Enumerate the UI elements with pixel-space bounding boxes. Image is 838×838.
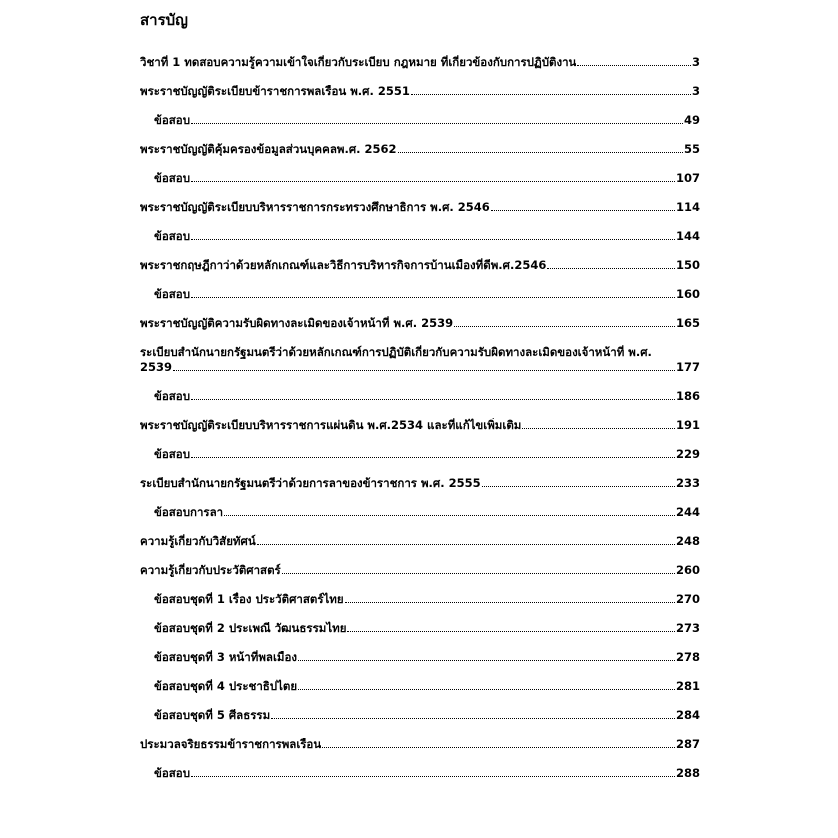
- toc-entry: [140, 461, 700, 490]
- toc-entry-text: พระราชบัญญัติระเบียบบริหารราชการกระทรวงศึกษาธิการ พ.ศ. 2546: [140, 200, 490, 214]
- toc-entry: [140, 127, 700, 156]
- toc-subentry: [140, 635, 700, 664]
- toc-entry-text: ระเบียบสำนักนายกรัฐมนตรีว่าด้วยการลาของข้าราชการ พ.ศ. 2555: [140, 476, 481, 490]
- toc-subentry: [140, 374, 700, 403]
- toc-entry-page: 49: [683, 113, 700, 127]
- dot-leader: [522, 428, 675, 429]
- dot-leader: [322, 747, 675, 748]
- toc-entry-text: ข้อสอบ: [154, 229, 190, 243]
- dot-leader: [173, 370, 675, 371]
- toc-subentry: [140, 606, 700, 635]
- toc-entry: [140, 185, 700, 214]
- dot-leader: [577, 65, 691, 66]
- toc-subentry: [140, 98, 700, 127]
- toc-entry: [140, 519, 700, 548]
- toc-entry-page: 165: [675, 316, 700, 330]
- toc-subentry: [140, 693, 700, 722]
- toc-entry: [140, 243, 700, 272]
- dot-leader: [345, 602, 675, 603]
- toc-entry-page: 270: [675, 592, 700, 606]
- dot-leader: [298, 660, 675, 661]
- toc-entry-page: 191: [675, 418, 700, 432]
- dot-leader: [482, 486, 675, 487]
- toc-entry-text: ข้อสอบการลา: [154, 505, 224, 519]
- toc-subentry: [140, 664, 700, 693]
- toc-entry-page: 233: [675, 476, 700, 490]
- dot-leader: [191, 297, 675, 298]
- dot-leader: [282, 573, 675, 574]
- toc-entry: [140, 403, 700, 432]
- dot-leader: [454, 326, 675, 327]
- toc-entry-text: พระราชบัญญัติความรับผิดทางละเมิดของเจ้าหน้าที่ พ.ศ. 2539: [140, 316, 454, 330]
- dot-leader: [191, 181, 675, 182]
- toc-entry-page: 114: [675, 200, 700, 214]
- toc-entry-text: วิชาที่ 1 ทดสอบความรู้ความเข้าใจเกี่ยวกับระเบียบ กฎหมาย ที่เกี่ยวข้องกับการปฏิบัติงาน: [140, 55, 577, 69]
- toc-subentry: [140, 432, 700, 461]
- toc-title: สารบัญ: [140, 11, 188, 29]
- toc-entry-page: 260: [675, 563, 700, 577]
- toc-entry-text: ประมวลจริยธรรมข้าราชการพลเรือน: [140, 737, 322, 751]
- dot-leader: [191, 457, 675, 458]
- toc-subentry: [140, 156, 700, 185]
- toc-subentry: [140, 490, 700, 519]
- toc-entry-page: 186: [675, 389, 700, 403]
- toc-entry-page: 144: [675, 229, 700, 243]
- toc-entry-page: 150: [675, 258, 700, 272]
- toc-entry-text: ข้อสอบชุดที่ 3 หน้าที่พลเมือง: [154, 650, 297, 664]
- toc-entry-text: พระราชบัญญัติระเบียบข้าราชการพลเรือน พ.ศ. 2551: [140, 84, 410, 98]
- toc-entry-page: 248: [675, 534, 700, 548]
- toc-entry-page: 288: [675, 766, 700, 780]
- toc-entry-page: 55: [683, 142, 700, 156]
- toc-entry-page: 177: [675, 360, 700, 374]
- toc-entry-text: ข้อสอบ: [154, 113, 190, 127]
- toc-entry-page: 287: [675, 737, 700, 751]
- dot-leader: [271, 718, 675, 719]
- toc-entry: [140, 330, 700, 374]
- toc-entry-text: ข้อสอบ: [154, 389, 190, 403]
- toc-entry-page: 244: [675, 505, 700, 519]
- toc-entry: [140, 722, 700, 751]
- toc-entry-text: พระราชบัญญัติระเบียบบริหารราชการแผ่นดิน พ.ศ.2534 และที่แก้ไขเพิ่มเติม: [140, 418, 522, 432]
- toc-entry-page: 107: [675, 171, 700, 185]
- toc-entry-continuation: [140, 360, 700, 374]
- toc-entry: [140, 548, 700, 577]
- toc-entry-text: ความรู้เกี่ยวกับประวัติศาสตร์: [140, 563, 281, 577]
- toc-entry-page: 3: [691, 55, 700, 69]
- toc-subentry: [140, 577, 700, 606]
- toc-entry-text: ข้อสอบชุดที่ 1 เรื่อง ประวัติศาสตร์ไทย: [154, 592, 344, 606]
- toc-entry: [140, 40, 700, 69]
- dot-leader: [398, 152, 683, 153]
- toc-subentry: [140, 272, 700, 301]
- dot-leader: [411, 94, 691, 95]
- toc-entry-page: 229: [675, 447, 700, 461]
- toc-entry-page: 278: [675, 650, 700, 664]
- toc-entry-text: ความรู้เกี่ยวกับวิสัยทัศน์: [140, 534, 256, 548]
- toc-entry-page: 281: [675, 679, 700, 693]
- toc-entry-text-continued: 2539: [140, 360, 173, 374]
- dot-leader: [491, 210, 675, 211]
- toc-entry-text: ข้อสอบ: [154, 171, 190, 185]
- toc-subentry: [140, 214, 700, 243]
- toc-entry-text: ข้อสอบ: [154, 287, 190, 301]
- dot-leader: [547, 268, 675, 269]
- toc-subentry: [140, 751, 700, 780]
- dot-leader: [191, 776, 675, 777]
- dot-leader: [257, 544, 675, 545]
- toc-entry-text: ข้อสอบชุดที่ 2 ประเพณี วัฒนธรรมไทย: [154, 621, 347, 635]
- toc-entry-text: ข้อสอบชุดที่ 5 ศีลธรรม: [154, 708, 271, 722]
- toc-entry-text: ข้อสอบ: [154, 766, 190, 780]
- dot-leader: [191, 123, 683, 124]
- toc-entry-text: ข้อสอบ: [154, 447, 190, 461]
- toc-entry-page: 160: [675, 287, 700, 301]
- toc-entry-page: 273: [675, 621, 700, 635]
- toc-entry-page: 3: [691, 84, 700, 98]
- dot-leader: [347, 631, 675, 632]
- toc-entry-text: ระเบียบสำนักนายกรัฐมนตรีว่าด้วยหลักเกณฑ์การปฏิบัติเกี่ยวกับความรับผิดทางละเมิดของเจ้าหน้าที่ พ.ศ.: [140, 345, 652, 359]
- toc-entry: [140, 69, 700, 98]
- toc-list: [140, 40, 700, 780]
- toc-entry: [140, 301, 700, 330]
- toc-entry-text: ข้อสอบชุดที่ 4 ประชาธิปไตย: [154, 679, 298, 693]
- dot-leader: [191, 399, 675, 400]
- toc-entry-text: พระราชกฤษฎีกาว่าด้วยหลักเกณฑ์และวิธีการบริหารกิจการบ้านเมืองที่ดีพ.ศ.2546: [140, 258, 547, 272]
- toc-entry-text: พระราชบัญญัติคุ้มครองข้อมูลส่วนบุคคลพ.ศ. 2562: [140, 142, 397, 156]
- dot-leader: [224, 515, 675, 516]
- toc-entry-page: 284: [675, 708, 700, 722]
- dot-leader: [191, 239, 675, 240]
- dot-leader: [298, 689, 675, 690]
